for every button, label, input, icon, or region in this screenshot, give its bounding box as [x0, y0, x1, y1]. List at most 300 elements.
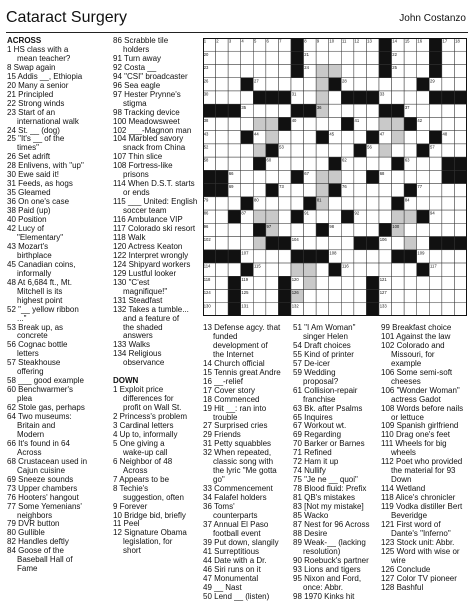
grid-cell-shaded[interactable]: [253, 117, 266, 130]
grid-cell[interactable]: [266, 290, 279, 303]
grid-cell[interactable]: [392, 276, 405, 289]
grid-cell[interactable]: [354, 303, 367, 316]
grid-cell[interactable]: [392, 290, 405, 303]
grid-cell[interactable]: [241, 170, 254, 183]
grid-cell[interactable]: [329, 303, 342, 316]
grid-cell[interactable]: [404, 131, 417, 144]
grid-block: [266, 184, 279, 197]
grid-cell[interactable]: [253, 276, 266, 289]
grid-cell[interactable]: [442, 117, 455, 130]
grid-cell[interactable]: [228, 223, 241, 236]
grid-cell[interactable]: [253, 290, 266, 303]
grid-cell[interactable]: [278, 263, 291, 276]
grid-cell-shaded[interactable]: [404, 237, 417, 250]
grid-cell[interactable]: [379, 157, 392, 170]
grid-cell[interactable]: [417, 64, 430, 77]
grid-cell[interactable]: [442, 276, 455, 289]
grid-cell[interactable]: [404, 91, 417, 104]
grid-cell-shaded[interactable]: [316, 78, 329, 91]
grid-cell-shaded[interactable]: [379, 144, 392, 157]
grid-cell[interactable]: [316, 276, 329, 289]
grid-cell[interactable]: [442, 51, 455, 64]
grid-cell[interactable]: [442, 250, 455, 263]
grid-cell[interactable]: [429, 250, 442, 263]
grid-cell[interactable]: [304, 131, 317, 144]
clue-line: 10 Bridge bid, briefly: [113, 510, 186, 520]
grid-cell[interactable]: [454, 144, 467, 157]
grid-cell[interactable]: [266, 170, 279, 183]
grid-cell[interactable]: [454, 117, 467, 130]
grid-cell[interactable]: [366, 117, 379, 130]
clue-line: 67 Workout wt.: [293, 421, 347, 431]
grid-cell[interactable]: [429, 276, 442, 289]
grid-cell[interactable]: [278, 78, 291, 91]
grid-cell[interactable]: [454, 51, 467, 64]
grid-cell[interactable]: [253, 51, 266, 64]
grid-cell-shaded[interactable]: [316, 64, 329, 77]
grid-cell[interactable]: [266, 263, 279, 276]
grid-cell[interactable]: [417, 303, 430, 316]
grid-cell[interactable]: [228, 117, 241, 130]
grid-cell-shaded[interactable]: [329, 170, 342, 183]
grid-cell-shaded[interactable]: [316, 91, 329, 104]
clue-line: international walk: [17, 116, 79, 126]
grid-block: [278, 303, 291, 316]
clue-line: 35 Gleamed: [7, 188, 51, 198]
grid-cell[interactable]: [354, 170, 367, 183]
grid-cell[interactable]: [266, 276, 279, 289]
grid-cell[interactable]: [379, 184, 392, 197]
grid-cell[interactable]: [316, 263, 329, 276]
grid-cell[interactable]: [228, 131, 241, 144]
clue-line: 120 Actress Keaton: [113, 241, 183, 251]
grid-cell[interactable]: [442, 64, 455, 77]
clue-line: Mitchell is its: [17, 286, 63, 296]
grid-cell[interactable]: [341, 276, 354, 289]
grid-cell[interactable]: [379, 210, 392, 223]
grid-cell[interactable]: [442, 184, 455, 197]
grid-cell[interactable]: [278, 197, 291, 210]
grid-cell[interactable]: [429, 170, 442, 183]
grid-cell[interactable]: [417, 51, 430, 64]
grid-block: [329, 184, 342, 197]
grid-cell[interactable]: [304, 303, 317, 316]
grid-cell[interactable]: [404, 144, 417, 157]
grid-cell[interactable]: [341, 290, 354, 303]
grid-cell[interactable]: [329, 197, 342, 210]
grid-cell[interactable]: [354, 64, 367, 77]
grid-cell[interactable]: [404, 290, 417, 303]
grid-cell[interactable]: [417, 170, 430, 183]
grid-cell[interactable]: [417, 104, 430, 117]
grid-cell[interactable]: [404, 78, 417, 91]
grid-cell[interactable]: [454, 78, 467, 91]
grid-cell[interactable]: [341, 223, 354, 236]
grid-cell[interactable]: [291, 197, 304, 210]
grid-number: 47: [379, 131, 385, 137]
grid-cell[interactable]: [392, 78, 405, 91]
grid-cell[interactable]: [442, 104, 455, 117]
grid-cell[interactable]: [241, 184, 254, 197]
grid-cell-shaded[interactable]: [316, 170, 329, 183]
grid-cell[interactable]: [291, 184, 304, 197]
grid-cell[interactable]: [329, 290, 342, 303]
grid-cell[interactable]: [228, 78, 241, 91]
grid-cell[interactable]: [341, 64, 354, 77]
grid-cell[interactable]: [454, 197, 467, 210]
grid-cell[interactable]: [266, 51, 279, 64]
grid-cell-shaded[interactable]: [316, 184, 329, 197]
grid-cell[interactable]: [304, 117, 317, 130]
grid-cell[interactable]: [266, 303, 279, 316]
clue-line: development of: [213, 340, 268, 350]
clue-line: or lettuce: [391, 412, 424, 422]
grid-cell[interactable]: [228, 64, 241, 77]
grid-cell[interactable]: [316, 210, 329, 223]
grid-cell[interactable]: [392, 184, 405, 197]
grid-cell[interactable]: [253, 64, 266, 77]
grid-cell[interactable]: [216, 157, 229, 170]
clue-line: 101 Against the law: [381, 331, 451, 341]
grid-cell[interactable]: [278, 64, 291, 77]
grid-cell[interactable]: [329, 91, 342, 104]
grid-cell[interactable]: [341, 237, 354, 250]
grid-cell[interactable]: [329, 144, 342, 157]
grid-cell[interactable]: [442, 197, 455, 210]
grid-cell[interactable]: [366, 197, 379, 210]
grid-block: [216, 104, 229, 117]
grid-cell[interactable]: [354, 263, 367, 276]
grid-cell-shaded[interactable]: [404, 210, 417, 223]
grid-cell[interactable]: [304, 290, 317, 303]
grid-cell[interactable]: [341, 131, 354, 144]
grid-cell[interactable]: [228, 51, 241, 64]
grid-cell[interactable]: [228, 197, 241, 210]
grid-cell[interactable]: [442, 223, 455, 236]
grid-cell-shaded[interactable]: [379, 117, 392, 130]
grid-cell[interactable]: [228, 157, 241, 170]
grid-cell[interactable]: [442, 303, 455, 316]
grid-block: [429, 91, 442, 104]
clue-line: holders: [123, 44, 150, 54]
grid-number: 35: [241, 104, 247, 110]
clue-line: 63 Bk. after Psalms: [293, 403, 363, 413]
grid-cell[interactable]: [429, 104, 442, 117]
grid-cell[interactable]: [392, 144, 405, 157]
clue-line: 78 Blood fluid: Prefix: [293, 484, 367, 494]
grid-block: [442, 91, 455, 104]
grid-cell[interactable]: [304, 78, 317, 91]
grid-cell[interactable]: [329, 237, 342, 250]
grid-number: 29: [429, 78, 435, 84]
grid-cell[interactable]: [429, 157, 442, 170]
grid-cell[interactable]: [253, 104, 266, 117]
grid-cell[interactable]: [241, 91, 254, 104]
grid-cell[interactable]: [316, 144, 329, 157]
grid-cell[interactable]: [304, 237, 317, 250]
grid-cell[interactable]: [354, 184, 367, 197]
clue-line: 52 "__ yellow ribbon: [7, 304, 79, 314]
grid-cell[interactable]: [253, 184, 266, 197]
grid-cell[interactable]: [266, 250, 279, 263]
grid-cell[interactable]: [442, 263, 455, 276]
grid-cell[interactable]: [216, 223, 229, 236]
grid-cell[interactable]: [253, 303, 266, 316]
clue-column-3: [203, 324, 289, 602]
grid-cell[interactable]: [379, 263, 392, 276]
grid-cell[interactable]: [278, 210, 291, 223]
grid-cell[interactable]: [354, 250, 367, 263]
grid-cell[interactable]: [454, 290, 467, 303]
grid-cell[interactable]: [404, 223, 417, 236]
grid-cell[interactable]: [341, 197, 354, 210]
grid-cell[interactable]: [291, 157, 304, 170]
grid-cell[interactable]: [404, 303, 417, 316]
grid-cell[interactable]: [366, 184, 379, 197]
grid-cell[interactable]: [404, 170, 417, 183]
grid-cell[interactable]: [216, 290, 229, 303]
grid-cell-shaded[interactable]: [291, 263, 304, 276]
grid-cell[interactable]: [278, 250, 291, 263]
grid-cell[interactable]: [341, 170, 354, 183]
grid-cell[interactable]: [454, 184, 467, 197]
grid-cell[interactable]: [253, 170, 266, 183]
grid-cell[interactable]: [442, 210, 455, 223]
grid-cell[interactable]: [304, 157, 317, 170]
grid-cell[interactable]: [366, 64, 379, 77]
grid-cell[interactable]: [366, 210, 379, 223]
grid-cell[interactable]: [392, 170, 405, 183]
grid-cell[interactable]: [241, 144, 254, 157]
grid-cell[interactable]: [404, 263, 417, 276]
grid-cell[interactable]: [454, 210, 467, 223]
grid-cell[interactable]: [278, 223, 291, 236]
grid-cell[interactable]: [341, 104, 354, 117]
grid-cell[interactable]: [454, 276, 467, 289]
grid-cell[interactable]: [354, 197, 367, 210]
grid-cell[interactable]: [417, 131, 430, 144]
grid-cell[interactable]: [316, 303, 329, 316]
grid-number: 106: [379, 237, 387, 243]
grid-cell[interactable]: [291, 144, 304, 157]
grid-cell[interactable]: [304, 144, 317, 157]
grid-number: 94: [429, 210, 435, 216]
grid-cell[interactable]: [454, 131, 467, 144]
clue-line: 8 Swap again: [7, 62, 56, 72]
grid-cell[interactable]: [454, 263, 467, 276]
grid-cell[interactable]: [216, 131, 229, 144]
grid-cell[interactable]: [442, 290, 455, 303]
grid-cell[interactable]: [278, 157, 291, 170]
grid-cell[interactable]: [429, 303, 442, 316]
grid-block: [392, 157, 405, 170]
grid-cell[interactable]: [442, 78, 455, 91]
grid-cell[interactable]: [417, 223, 430, 236]
grid-cell[interactable]: [304, 223, 317, 236]
grid-cell[interactable]: [329, 210, 342, 223]
grid-cell-shaded[interactable]: [329, 64, 342, 77]
grid-cell[interactable]: [241, 117, 254, 130]
grid-cell[interactable]: [266, 64, 279, 77]
grid-cell-shaded[interactable]: [253, 237, 266, 250]
grid-cell[interactable]: [429, 223, 442, 236]
grid-cell[interactable]: [454, 64, 467, 77]
grid-cell[interactable]: [291, 131, 304, 144]
grid-block: [417, 210, 430, 223]
grid-cell[interactable]: [228, 237, 241, 250]
grid-cell[interactable]: [404, 64, 417, 77]
grid-cell[interactable]: [354, 51, 367, 64]
grid-cell[interactable]: [392, 263, 405, 276]
grid-cell-shaded[interactable]: [304, 276, 317, 289]
grid-cell[interactable]: [304, 184, 317, 197]
grid-cell[interactable]: [392, 91, 405, 104]
grid-cell-shaded[interactable]: [253, 144, 266, 157]
grid-cell[interactable]: [316, 51, 329, 64]
grid-cell[interactable]: [379, 78, 392, 91]
grid-cell[interactable]: [329, 104, 342, 117]
grid-cell[interactable]: [379, 250, 392, 263]
clue-line: 114 Wetland: [381, 484, 426, 494]
clue-line: 42 Lucy of: [7, 224, 44, 234]
grid-number: 33: [379, 91, 385, 97]
grid-cell[interactable]: [228, 91, 241, 104]
grid-cell[interactable]: [216, 51, 229, 64]
grid-cell[interactable]: [216, 197, 229, 210]
clue-line: 70 Barker or Barnes: [293, 439, 365, 449]
grid-block: [203, 250, 216, 263]
grid-cell[interactable]: [429, 117, 442, 130]
grid-block: [341, 117, 354, 130]
grid-cell[interactable]: [241, 157, 254, 170]
grid-cell[interactable]: [404, 276, 417, 289]
crossword-grid[interactable]: [203, 38, 467, 316]
grid-cell[interactable]: [392, 237, 405, 250]
grid-cell[interactable]: [341, 303, 354, 316]
grid-cell[interactable]: [341, 144, 354, 157]
grid-cell[interactable]: [316, 117, 329, 130]
grid-cell[interactable]: [228, 263, 241, 276]
grid-cell[interactable]: [454, 104, 467, 117]
grid-cell[interactable]: [278, 51, 291, 64]
grid-number: 56: [367, 144, 372, 150]
grid-cell[interactable]: [278, 170, 291, 183]
grid-cell[interactable]: [366, 104, 379, 117]
clue-line: 20 Many a senior: [7, 80, 69, 90]
grid-cell[interactable]: [341, 250, 354, 263]
grid-cell[interactable]: [354, 157, 367, 170]
grid-cell[interactable]: [241, 237, 254, 250]
grid-cell[interactable]: [291, 223, 304, 236]
grid-cell[interactable]: [241, 64, 254, 77]
grid-cell[interactable]: [404, 51, 417, 64]
grid-cell[interactable]: [278, 104, 291, 117]
grid-cell[interactable]: [216, 64, 229, 77]
grid-cell[interactable]: [417, 157, 430, 170]
grid-cell[interactable]: [341, 51, 354, 64]
grid-cell[interactable]: [429, 184, 442, 197]
grid-cell[interactable]: [354, 131, 367, 144]
grid-cell[interactable]: [354, 290, 367, 303]
grid-cell[interactable]: [228, 144, 241, 157]
grid-cell[interactable]: [278, 131, 291, 144]
grid-cell[interactable]: [216, 303, 229, 316]
grid-cell[interactable]: [329, 117, 342, 130]
grid-cell-shaded[interactable]: [304, 263, 317, 276]
clue-line: observance: [123, 358, 165, 368]
grid-number: 18: [455, 38, 460, 44]
grid-cell[interactable]: [216, 237, 229, 250]
grid-cell[interactable]: [366, 263, 379, 276]
grid-cell-shaded[interactable]: [266, 117, 279, 130]
grid-cell[interactable]: [366, 157, 379, 170]
grid-cell-shaded[interactable]: [253, 210, 266, 223]
grid-cell-shaded[interactable]: [392, 131, 405, 144]
grid-cell[interactable]: [241, 223, 254, 236]
grid-block: [228, 276, 241, 289]
grid-cell[interactable]: [304, 91, 317, 104]
grid-cell[interactable]: [216, 276, 229, 289]
grid-cell[interactable]: [417, 197, 430, 210]
grid-cell[interactable]: [429, 290, 442, 303]
grid-cell[interactable]: [417, 290, 430, 303]
grid-cell[interactable]: [216, 78, 229, 91]
grid-cell[interactable]: [316, 157, 329, 170]
grid-cell-shaded[interactable]: [266, 210, 279, 223]
grid-cell[interactable]: [354, 223, 367, 236]
grid-cell[interactable]: [429, 197, 442, 210]
grid-cell[interactable]: [454, 303, 467, 316]
clue-line: 118 Walk: [113, 232, 146, 242]
grid-cell[interactable]: [417, 276, 430, 289]
grid-cell-shaded[interactable]: [392, 210, 405, 223]
grid-cell[interactable]: [454, 250, 467, 263]
grid-cell[interactable]: [366, 223, 379, 236]
grid-cell[interactable]: [266, 104, 279, 117]
grid-cell[interactable]: [366, 78, 379, 91]
grid-cell[interactable]: [366, 250, 379, 263]
grid-cell[interactable]: [216, 210, 229, 223]
grid-cell[interactable]: [417, 91, 430, 104]
grid-cell[interactable]: [354, 78, 367, 91]
grid-cell[interactable]: [316, 290, 329, 303]
grid-cell[interactable]: [379, 197, 392, 210]
grid-cell[interactable]: [354, 104, 367, 117]
clue-line: informally: [17, 268, 52, 278]
grid-cell[interactable]: [316, 237, 329, 250]
grid-block: [228, 290, 241, 303]
grid-cell[interactable]: [216, 263, 229, 276]
grid-cell-shaded[interactable]: [392, 117, 405, 130]
grid-cell[interactable]: [216, 144, 229, 157]
grid-cell[interactable]: [442, 144, 455, 157]
grid-cell-shaded[interactable]: [266, 131, 279, 144]
grid-cell[interactable]: [266, 197, 279, 210]
grid-cell[interactable]: [392, 303, 405, 316]
grid-cell[interactable]: [266, 78, 279, 91]
grid-cell[interactable]: [291, 78, 304, 91]
grid-cell[interactable]: [329, 276, 342, 289]
grid-cell[interactable]: [329, 51, 342, 64]
grid-cell[interactable]: [241, 51, 254, 64]
grid-cell[interactable]: [366, 51, 379, 64]
grid-cell[interactable]: [354, 276, 367, 289]
grid-cell[interactable]: [216, 91, 229, 104]
grid-cell[interactable]: [216, 117, 229, 130]
grid-cell[interactable]: [417, 237, 430, 250]
grid-cell[interactable]: [253, 250, 266, 263]
grid-cell[interactable]: [454, 223, 467, 236]
